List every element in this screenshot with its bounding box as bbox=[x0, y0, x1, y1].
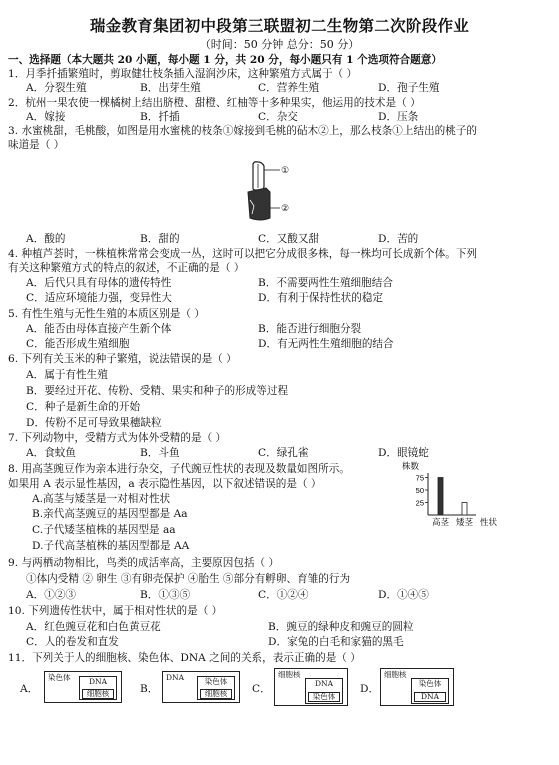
q8-stem-line1: 8. 用高茎豌豆作为亲本进行杂交，子代豌豆性状的表现及数量如图所示。 bbox=[8, 463, 350, 475]
chart-y-tick-label: 50 bbox=[415, 486, 424, 495]
chart-y-tick-label: 75 bbox=[415, 473, 424, 483]
q2-option-c: C．杂交 bbox=[258, 111, 298, 123]
q5-option-a: A．能否由母体直接产生新个体 bbox=[26, 323, 172, 335]
q11-option-b: B． bbox=[140, 683, 159, 695]
q3-label-scion: ① bbox=[281, 166, 290, 176]
q7-stem: 7. 下列动物中，受精方式为体外受精的是（ ） bbox=[8, 432, 227, 444]
q4-stem-line2: 有关这种繁殖方式的特点的叙述，不正确的是（ ） bbox=[8, 262, 245, 274]
q8-stem-line2: 如果用 A 表示显性基因，a 表示隐性基因，以下叙述错误的是（ ） bbox=[8, 478, 322, 490]
q5-option-c: C．能否形成生殖细胞 bbox=[26, 338, 130, 350]
q4-option-d: D．有利于保持性状的稳定 bbox=[258, 292, 384, 304]
q11-a-middle-box bbox=[79, 676, 117, 700]
q11-c-inner1-label: DNA bbox=[315, 679, 333, 688]
chart-category-label: 矮茎 bbox=[455, 517, 474, 527]
q1-option-b: B．出芽生殖 bbox=[140, 82, 201, 94]
q3-label-rootstock: ② bbox=[281, 204, 290, 214]
q11-b-inner1-label: 染色体 bbox=[204, 677, 228, 686]
q11-a-inner2-label: 细胞核 bbox=[82, 689, 114, 699]
page-title: 瑞金教育集团初中段第三联盟初二生物第二次阶段作业 bbox=[89, 16, 470, 35]
q9-option-c: C．①②④ bbox=[258, 589, 309, 601]
q10-option-a: A．红色豌豆花和白色黄豆花 bbox=[26, 621, 161, 633]
q11-d-inner2-label: DNA bbox=[414, 692, 446, 702]
q8-option-b: B.亲代高茎豌豆的基因型都是 Aa bbox=[32, 508, 188, 520]
q2-option-a: A．嫁接 bbox=[26, 111, 66, 123]
q11-stem: 11．下列关于人的细胞核、染色体、DNA 之间的关系，表示正确的是（ ） bbox=[8, 652, 361, 664]
q11-option-a: A． bbox=[20, 683, 39, 695]
q11-b-inner2-label: 细胞核 bbox=[200, 689, 232, 699]
q6-stem: 6. 下列有关玉米的种子繁殖，说法错误的是（ ） bbox=[8, 353, 237, 365]
q11-d-inner1-label: 染色体 bbox=[418, 679, 442, 688]
q1-option-c: C．营养生殖 bbox=[258, 82, 320, 94]
q6-option-c: C．种子是新生命的开始 bbox=[26, 401, 141, 413]
q7-option-c: C．绿孔雀 bbox=[258, 447, 309, 459]
q8-option-a: A.高茎与矮茎是一对相对性状 bbox=[32, 493, 171, 505]
q4-stem-line1: 4. 种植芦荟时，一株植株常常会变成一丛，这时可以把它分成很多株，每一株均可长成新个体。下列 bbox=[8, 248, 478, 260]
q1-option-a: A．分裂生殖 bbox=[26, 82, 87, 94]
q11-b-outer-label: DNA bbox=[166, 673, 184, 682]
q11-d-middle-box bbox=[411, 678, 449, 704]
q8-option-d: D.子代高茎植株的基因型都是 AA bbox=[32, 540, 190, 552]
q10-option-d: D．家兔的白毛和家猫的黑毛 bbox=[268, 636, 404, 648]
time-score-info: （时间：50 分钟 总分：50 分） bbox=[199, 38, 360, 51]
q6-option-d: D．传粉不足可导致果穗缺粒 bbox=[26, 417, 162, 429]
q3-option-b: B．甜的 bbox=[140, 233, 180, 245]
chart-ylabel: 株数 bbox=[402, 461, 420, 471]
q9-items: ①体内受精 ② 卵生 ③有卵壳保护 ④胎生 ⑤部分有孵卵、育雏的行为 bbox=[26, 573, 351, 585]
section-heading: 一、选择题（本大题共 20 小题，每小题 1 分，共 20 分，每小题只有 1 个选项符合题意） bbox=[8, 54, 442, 66]
q11-diagram-a bbox=[44, 671, 122, 703]
q11-option-c: C． bbox=[252, 683, 271, 695]
q2-stem: 2．杭州一果农使一棵橘树上结出脐橙、甜橙、红柚等十多种果实，他运用的技术是（ ） bbox=[8, 97, 421, 109]
q1-stem: 1．月季扦插繁殖时，剪取健壮枝条插入湿润沙床，这种繁殖方式属于（ ） bbox=[8, 68, 358, 80]
q7-option-d: D．眼镜蛇 bbox=[378, 447, 429, 459]
q4-option-c: C．适应环境能力强，变异性大 bbox=[26, 292, 172, 304]
q10-option-b: B．豌豆的绿种皮和豌豆的圆粒 bbox=[268, 621, 414, 633]
q5-stem: 5. 有性生殖与无性生殖的本质区别是（ ） bbox=[8, 308, 205, 320]
q1-option-d: D．孢子生殖 bbox=[378, 82, 440, 94]
q11-diagram-c bbox=[274, 668, 348, 706]
chart-xlabel: 性状 bbox=[480, 517, 498, 527]
q4-option-b: B．不需要两性生殖细胞结合 bbox=[258, 277, 393, 289]
q9-stem: 9. 与两栖动物相比，鸟类的成活率高，主要原因包括（ ） bbox=[8, 557, 280, 569]
q3-option-c: C．又酸又甜 bbox=[258, 233, 320, 245]
offspring-trait-bar-chart bbox=[398, 458, 510, 530]
q9-option-d: D．①④⑤ bbox=[378, 589, 429, 601]
q6-option-a: A．属于有性生殖 bbox=[26, 369, 108, 381]
q11-a-outer-label: 染色体 bbox=[48, 673, 71, 682]
q11-b-middle-box bbox=[197, 676, 235, 700]
q11-c-outer-label: 细胞核 bbox=[278, 670, 301, 679]
q11-diagram-d bbox=[380, 668, 454, 706]
q11-c-inner2-label: 染色体 bbox=[308, 692, 340, 702]
q11-c-middle-box bbox=[305, 678, 343, 704]
q10-stem: 10. 下列遗传性状中，属于相对性状的是（ ） bbox=[8, 605, 223, 617]
q8-option-c: C.子代矮茎植株的基因型是 aa bbox=[32, 524, 176, 536]
q11-a-inner1-label: DNA bbox=[89, 677, 107, 686]
q6-option-b: B．要经过开花、传粉、受精、果实和种子的形成等过程 bbox=[26, 385, 289, 397]
chart-y-tick-label: 25 bbox=[415, 498, 424, 508]
q9-option-b: B．①③⑤ bbox=[140, 589, 191, 601]
q4-option-a: A．后代只具有母体的遗传特性 bbox=[26, 277, 172, 289]
q7-option-b: B．斗鱼 bbox=[140, 447, 180, 459]
q3-stem-line2: 味道是（ ） bbox=[8, 139, 65, 151]
q3-option-d: D．苦的 bbox=[378, 233, 419, 245]
q3-stem-line1: 3. 水蜜桃甜，毛桃酸，如图是用水蜜桃的枝条①嫁接到毛桃的砧木②上，那么枝条①上结出的桃子的 bbox=[8, 125, 478, 137]
q7-option-a: A．食蚊鱼 bbox=[26, 447, 77, 459]
q9-option-a: A．①②③ bbox=[26, 589, 77, 601]
q2-option-d: D．压条 bbox=[378, 111, 419, 123]
q5-option-b: B．能否进行细胞分裂 bbox=[258, 323, 362, 335]
q3-option-a: A．酸的 bbox=[26, 233, 66, 245]
q10-option-c: C．人的卷发和直发 bbox=[26, 636, 119, 648]
chart-category-label: 高茎 bbox=[431, 517, 450, 527]
q11-diagram-b bbox=[162, 671, 240, 703]
q11-d-outer-label: 细胞核 bbox=[384, 670, 407, 679]
chart-bar-1 bbox=[462, 503, 467, 516]
chart-bar-0 bbox=[438, 478, 443, 516]
q5-option-d: D．有无两性生殖细胞的结合 bbox=[258, 338, 394, 350]
q11-option-d: D． bbox=[360, 683, 380, 695]
q2-option-b: B．扦插 bbox=[140, 111, 180, 123]
